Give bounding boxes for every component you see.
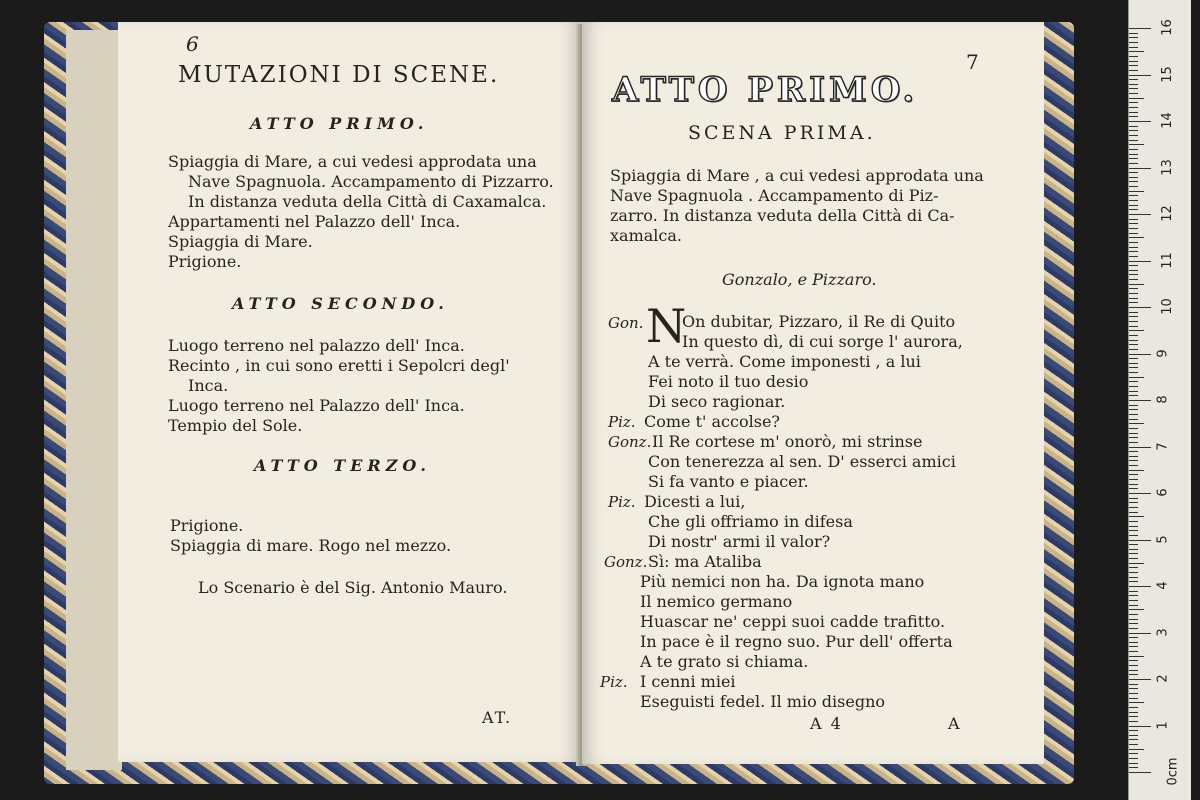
ruler-tick (1129, 261, 1151, 262)
dialogue-line: Dicesti a lui, (644, 492, 746, 511)
ruler-tick (1129, 688, 1138, 689)
ruler-tick (1129, 274, 1138, 275)
ruler-tick (1129, 102, 1138, 103)
right-page (582, 22, 1044, 764)
ruler-tick (1129, 116, 1138, 117)
ruler-tick (1129, 433, 1138, 434)
ruler-tick (1129, 409, 1138, 410)
ruler-tick (1129, 414, 1138, 415)
setting-line: Spiaggia di Mare , a cui vedesi approdata una (610, 166, 984, 185)
catchword: A (948, 714, 962, 733)
ruler-number: 7 (1155, 441, 1171, 451)
speaker-label: Gon. (608, 314, 644, 332)
ruler-tick (1129, 112, 1138, 113)
ruler-tick (1129, 447, 1151, 448)
ruler-tick (1129, 633, 1151, 634)
ruler-tick (1129, 679, 1151, 680)
ruler-tick (1129, 493, 1151, 494)
ruler-tick (1129, 698, 1138, 699)
dialogue-line: Più nemici non ha. Da ignota mano (640, 572, 925, 591)
ruler-tick (1129, 651, 1138, 652)
ruler-number: 8 (1155, 395, 1171, 404)
ruler-tick (1129, 419, 1138, 420)
scene-list (170, 516, 451, 556)
ruler-tick (1129, 772, 1151, 773)
scene-heading: SCENA PRIMA. (688, 122, 876, 144)
ruler-tick (1129, 135, 1138, 136)
ruler-tick (1129, 93, 1138, 94)
scene-line: Nave Spagnuola. Accampamento di Pizzarro. (188, 172, 554, 191)
ruler-tick (1129, 367, 1138, 368)
ruler-number: 10 (1159, 298, 1175, 315)
act-heading: ATTO PRIMO. (250, 114, 429, 133)
ruler-tick (1129, 75, 1151, 76)
ruler-tick (1129, 567, 1138, 568)
ruler-tick (1129, 163, 1138, 164)
ruler-tick (1129, 298, 1138, 299)
scene-line: Tempio del Sole. (168, 416, 303, 435)
ruler-number: 0cm (1165, 757, 1181, 786)
ruler-tick (1129, 442, 1138, 443)
ruler-tick (1129, 284, 1144, 285)
ruler-tick (1129, 28, 1151, 29)
ruler-tick (1129, 233, 1138, 234)
ruler-tick (1129, 763, 1138, 764)
ruler-tick (1129, 251, 1138, 252)
ruler-tick (1129, 223, 1138, 224)
setting-line: Nave Spagnuola . Accampamento di Piz- (610, 186, 939, 205)
ruler-tick (1129, 340, 1138, 341)
ruler-tick (1129, 498, 1138, 499)
ruler-tick (1129, 544, 1138, 545)
ruler-tick (1129, 88, 1138, 89)
ruler-tick (1129, 316, 1138, 317)
ruler-tick (1129, 716, 1138, 717)
ruler-tick (1129, 395, 1138, 396)
ruler-tick (1129, 205, 1138, 206)
ruler-tick (1129, 37, 1138, 38)
ruler-tick (1129, 386, 1138, 387)
scene-line: Luogo terreno nel palazzo dell' Inca. (168, 336, 465, 355)
ruler-tick (1129, 591, 1138, 592)
dialogue-line: Fei noto il tuo desio (648, 372, 809, 391)
ruler-tick (1129, 423, 1144, 424)
ruler-tick (1129, 581, 1138, 582)
ruler-tick (1129, 307, 1151, 308)
ruler-tick (1129, 381, 1138, 382)
ruler-number: 12 (1159, 205, 1175, 222)
speaker-label: Piz. (608, 493, 636, 511)
ruler-tick (1129, 219, 1138, 220)
left-page (118, 22, 580, 762)
signature-mark: A 4 (810, 714, 843, 733)
ruler-tick (1129, 605, 1138, 606)
ruler-tick (1129, 577, 1138, 578)
ruler-tick (1129, 665, 1138, 666)
ruler-tick (1129, 321, 1138, 322)
ruler-tick (1129, 70, 1138, 71)
dialogue-line: Di seco ragionar. (648, 392, 786, 411)
page-title: MUTAZIONI DI SCENE. (178, 62, 500, 88)
ruler-tick (1129, 595, 1138, 596)
ruler-tick (1129, 177, 1138, 178)
speaker-label: Piz. (608, 413, 636, 431)
scene-line: Inca. (188, 376, 229, 395)
ruler-tick (1129, 312, 1138, 313)
ruler-tick (1129, 479, 1138, 480)
dialogue-line: Eseguisti fedel. Il mio disegno (640, 692, 886, 711)
ruler-number: 14 (1159, 112, 1175, 129)
ruler-tick (1129, 61, 1138, 62)
ruler-tick (1129, 242, 1138, 243)
ruler-tick (1129, 140, 1138, 141)
ruler-tick (1129, 270, 1138, 271)
ruler-tick (1129, 535, 1138, 536)
ruler-tick (1129, 660, 1138, 661)
page-number: 7 (966, 50, 979, 74)
dialogue-line: Come t' accolse? (644, 412, 780, 431)
ruler-tick (1129, 553, 1138, 554)
dialogue-line: A te grato si chiama. (640, 652, 809, 671)
speaker-label: Gonz. (608, 433, 652, 451)
ruler-tick (1129, 637, 1138, 638)
ruler-tick (1129, 330, 1144, 331)
stage-setting (610, 166, 984, 246)
page-title: ATTO PRIMO. (612, 70, 919, 110)
ruler-tick (1129, 158, 1138, 159)
ruler-tick (1129, 358, 1138, 359)
ruler-tick (1129, 247, 1138, 248)
ruler-tick (1129, 335, 1138, 336)
ruler-tick (1129, 753, 1138, 754)
ruler-tick (1129, 470, 1144, 471)
ruler-tick (1129, 693, 1138, 694)
dialogue-line: Di nostr' armi il valor? (648, 532, 831, 551)
ruler-tick (1129, 256, 1138, 257)
ruler-tick (1129, 758, 1138, 759)
ruler-tick (1129, 526, 1138, 527)
ruler-tick (1129, 200, 1138, 201)
ruler-tick (1129, 670, 1138, 671)
ruler-tick (1129, 400, 1151, 401)
ruler-tick (1129, 530, 1138, 531)
ruler-tick (1129, 628, 1138, 629)
ruler-tick (1129, 191, 1144, 192)
ruler-tick (1129, 195, 1138, 196)
ruler-tick (1129, 126, 1138, 127)
ruler-tick (1129, 405, 1138, 406)
ruler-tick (1129, 474, 1138, 475)
ruler-tick (1129, 51, 1144, 52)
ruler-tick (1129, 744, 1138, 745)
dialogue-line: Sì: ma Ataliba (648, 552, 762, 571)
act-heading: ATTO SECONDO. (232, 294, 449, 313)
ruler-tick (1129, 749, 1144, 750)
setting-line: xamalca. (610, 226, 682, 245)
setting-line: zarro. In distanza veduta della Città di Ca- (610, 206, 955, 225)
measuring-ruler (1128, 0, 1191, 800)
ruler-tick (1129, 214, 1151, 215)
ruler-tick (1129, 507, 1138, 508)
ruler-number: 15 (1159, 65, 1175, 83)
act-heading: ATTO TERZO. (254, 456, 431, 475)
ruler-tick (1129, 154, 1138, 155)
ruler-tick (1129, 372, 1138, 373)
ruler-tick (1129, 209, 1138, 210)
ruler-tick (1129, 614, 1138, 615)
ruler-tick (1129, 288, 1138, 289)
ruler-tick (1129, 130, 1138, 131)
ruler-tick (1129, 437, 1138, 438)
ruler-tick (1129, 512, 1138, 513)
scene-line: Recinto , in cui sono eretti i Sepolcri degl' (168, 356, 510, 375)
ruler-tick (1129, 149, 1138, 150)
ruler-tick (1129, 33, 1138, 34)
ruler-number: 4 (1155, 581, 1171, 590)
ruler-number: 5 (1155, 534, 1171, 544)
ruler-tick (1129, 674, 1138, 675)
ruler-number: 2 (1155, 674, 1171, 683)
ruler-tick (1129, 354, 1151, 355)
ruler-tick (1129, 684, 1138, 685)
dialogue-line: Huascar ne' ceppi suoi cadde trafitto. (640, 612, 946, 631)
ruler-tick (1129, 181, 1138, 182)
dialogue-line: Si fa vanto e piacer. (648, 472, 809, 491)
ruler-tick (1129, 451, 1138, 452)
ruler-tick (1129, 619, 1138, 620)
ruler-tick (1129, 302, 1138, 303)
dialogue-line: Il nemico germano (640, 592, 793, 611)
dialogue-line: In questo dì, di cui sorge l' aurora, (682, 332, 963, 351)
ruler-tick (1129, 609, 1144, 610)
ruler-tick (1129, 735, 1138, 736)
ruler-tick (1129, 502, 1138, 503)
ruler-number: 3 (1155, 627, 1171, 637)
ruler-tick (1129, 586, 1151, 587)
ruler-tick (1129, 121, 1151, 122)
ruler-tick (1129, 623, 1138, 624)
ruler-tick (1129, 168, 1151, 169)
scene-line: Appartamenti nel Palazzo dell' Inca. (168, 212, 461, 231)
ruler-tick (1129, 721, 1138, 722)
ruler-tick (1129, 726, 1151, 727)
ruler-tick (1129, 47, 1138, 48)
ruler-number: 13 (1159, 158, 1175, 176)
scene-line: Spiaggia di mare. Rogo nel mezzo. (170, 536, 452, 555)
ruler-number: 6 (1155, 488, 1171, 497)
scene-line: Spiaggia di Mare. (168, 232, 313, 251)
scene-line: Prigione. (170, 516, 244, 535)
ruler-tick (1129, 460, 1138, 461)
ruler-number: 11 (1159, 251, 1175, 269)
ruler-tick (1129, 56, 1138, 57)
page-number: 6 (186, 32, 199, 56)
scenographer-credit: Lo Scenario è del Sig. Antonio Mauro. (198, 578, 508, 597)
ruler-tick (1129, 488, 1138, 489)
scene-line: Prigione. (168, 252, 242, 271)
ruler-tick (1129, 428, 1138, 429)
drop-cap: N (646, 299, 687, 353)
characters-on-stage: Gonzalo, e Pizzaro. (722, 270, 877, 289)
ruler-tick (1129, 767, 1138, 768)
ruler-tick (1129, 516, 1144, 517)
ruler-tick (1129, 65, 1138, 66)
ruler-tick (1129, 540, 1151, 541)
ruler-tick (1129, 656, 1144, 657)
ruler-number: 1 (1155, 720, 1171, 730)
ruler-tick (1129, 521, 1138, 522)
dialogue-line: I cenni miei (640, 672, 736, 691)
ruler-tick (1129, 456, 1138, 457)
ruler-tick (1129, 712, 1138, 713)
speaker-label: Piz. (600, 673, 628, 691)
ruler-tick (1129, 344, 1138, 345)
ruler-tick (1129, 107, 1138, 108)
dialogue-line: Il Re cortese m' onorò, mi strinse (652, 432, 923, 451)
dialogue-line: On dubitar, Pizzaro, il Re di Quito (682, 312, 956, 331)
dialogue-line: In pace è il regno suo. Pur dell' offerta (640, 632, 953, 651)
ruler-tick (1129, 293, 1138, 294)
ruler-number: 9 (1155, 348, 1171, 358)
ruler-tick (1129, 228, 1138, 229)
ruler-tick (1129, 465, 1138, 466)
ruler-tick (1129, 377, 1144, 378)
ruler-tick (1129, 600, 1138, 601)
speaker-label: Gonz. (604, 553, 648, 571)
scene-list (168, 152, 554, 272)
scene-line: Spiaggia di Mare, a cui vedesi approdata una (168, 152, 537, 171)
ruler-tick (1129, 642, 1138, 643)
endpaper (66, 30, 122, 770)
ruler-tick (1129, 84, 1138, 85)
ruler-tick (1129, 349, 1138, 350)
ruler-tick (1129, 391, 1138, 392)
ruler-tick (1129, 144, 1144, 145)
scene-line: Luogo terreno nel Palazzo dell' Inca. (168, 396, 465, 415)
ruler-tick (1129, 707, 1138, 708)
ruler-tick (1129, 563, 1144, 564)
ruler-tick (1129, 572, 1138, 573)
ruler-tick (1129, 172, 1138, 173)
ruler-tick (1129, 730, 1138, 731)
ruler-tick (1129, 739, 1138, 740)
ruler-tick (1129, 702, 1144, 703)
ruler-tick (1129, 42, 1138, 43)
dialogue-line: Con tenerezza al sen. D' esserci amici (648, 452, 956, 471)
ruler-tick (1129, 79, 1138, 80)
ruler-tick (1129, 363, 1138, 364)
ruler-tick (1129, 237, 1144, 238)
scene-list (168, 336, 510, 436)
ruler-tick (1129, 646, 1138, 647)
ruler-tick (1129, 186, 1138, 187)
ruler-tick (1129, 326, 1138, 327)
ruler-tick (1129, 279, 1138, 280)
ruler-number: 16 (1159, 19, 1175, 36)
dialogue-line: Che gli offriamo in difesa (648, 512, 853, 531)
ruler-tick (1129, 484, 1138, 485)
scene-line: In distanza veduta della Città di Caxamalca. (188, 192, 547, 211)
ruler-tick (1129, 265, 1138, 266)
catchword: AT. (482, 708, 513, 727)
dialogue-line: A te verrà. Come imponesti , a lui (648, 352, 921, 371)
ruler-tick (1129, 558, 1138, 559)
ruler-tick (1129, 98, 1144, 99)
ruler-tick (1129, 549, 1138, 550)
